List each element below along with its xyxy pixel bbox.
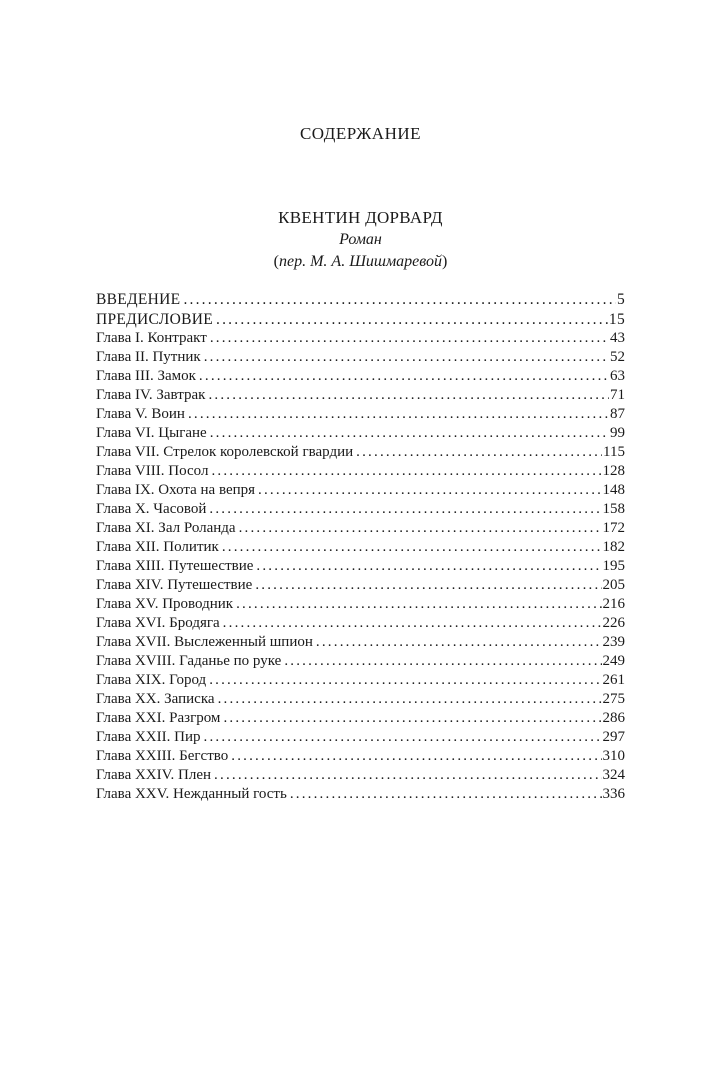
translator-close-paren: ) [442, 253, 448, 270]
toc-entry-title: Глава XXI. Разгром [96, 710, 221, 726]
toc-entry-page-number: 239 [602, 634, 625, 650]
toc-dot-leader [236, 595, 601, 614]
toc-entry[interactable] [96, 595, 625, 614]
toc-entry-page-number: 5 [616, 291, 625, 308]
toc-entry-title: Глава I. Контракт [96, 330, 207, 346]
toc-entry[interactable] [96, 329, 625, 348]
toc-entry-title: Глава XXV. Нежданный гость [96, 786, 287, 802]
toc-entry-page-number: 172 [602, 520, 625, 536]
contents-heading: СОДЕРЖАНИЕ [299, 124, 422, 143]
toc-entry-title: Глава XIII. Путешествие [96, 558, 254, 574]
toc-dot-leader [223, 614, 602, 633]
toc-entry-page-number: 158 [602, 501, 625, 517]
toc-dot-leader [356, 443, 602, 462]
toc-entry[interactable] [96, 652, 625, 671]
toc-entry-title: Глава XII. Политик [96, 539, 219, 555]
toc-entry-title: Глава XXII. Пир [96, 729, 201, 745]
toc-entry-page-number: 310 [602, 748, 625, 764]
toc-entry-title: Глава XIX. Город [96, 672, 207, 688]
toc-entry-page-number: 71 [610, 387, 625, 403]
toc-dot-leader [223, 709, 601, 728]
toc-entry[interactable] [96, 747, 625, 766]
toc-dot-leader [211, 462, 601, 481]
toc-entry-page-number: 249 [602, 653, 625, 669]
toc-entry[interactable] [96, 310, 625, 330]
toc-dot-leader [316, 633, 602, 652]
toc-dot-leader [204, 728, 602, 747]
toc-entry[interactable] [96, 290, 625, 310]
toc-dot-leader [284, 652, 601, 671]
toc-dot-leader [188, 405, 609, 424]
toc-entry-page-number: 297 [602, 729, 625, 745]
translator-name: пер. М. А. Шишмаревой [278, 253, 442, 270]
toc-dot-leader [209, 500, 601, 519]
toc-entry-page-number: 15 [608, 310, 625, 328]
toc-dot-leader [256, 557, 601, 576]
toc-entry[interactable] [96, 785, 625, 804]
work-genre: Роман [339, 231, 382, 248]
toc-entry-title: Глава XV. Проводник [96, 596, 234, 612]
toc-entry-title: Глава II. Путник [96, 349, 201, 365]
toc-entry-page-number: 205 [602, 577, 625, 593]
toc-entry-title: Глава X. Часовой [96, 501, 207, 517]
toc-entry-page-number: 182 [602, 539, 625, 555]
toc-entry-page-number: 63 [610, 368, 625, 384]
toc-entry[interactable] [96, 538, 625, 557]
toc-entry-title: Глава IX. Охота на вепря [96, 482, 256, 498]
toc-dot-leader [231, 747, 601, 766]
work-header [0, 207, 721, 273]
toc-entry[interactable] [96, 348, 625, 367]
toc-entry[interactable] [96, 519, 625, 538]
toc-entry[interactable] [96, 386, 625, 405]
toc-entry-title: Глава III. Замок [96, 368, 196, 384]
toc-entry-title: Глава XVIII. Гаданье по руке [96, 653, 282, 669]
toc-entry[interactable] [96, 481, 625, 500]
table-of-contents [96, 290, 625, 804]
toc-entry-title: Глава V. Воин [96, 406, 185, 422]
toc-dot-leader [199, 367, 609, 386]
toc-entry-page-number: 43 [610, 330, 625, 346]
toc-entry[interactable] [96, 671, 625, 690]
toc-dot-leader [255, 576, 601, 595]
toc-entry[interactable] [96, 633, 625, 652]
toc-entry[interactable] [96, 766, 625, 785]
toc-entry[interactable] [96, 557, 625, 576]
toc-entry-title: Глава XXIV. Плен [96, 767, 212, 783]
toc-entry-page-number: 115 [603, 444, 625, 460]
toc-entry[interactable] [96, 709, 625, 728]
toc-entry-title: Глава VI. Цыгане [96, 425, 207, 441]
toc-dot-leader [209, 671, 601, 690]
toc-entry-title: Глава XI. Зал Роланда [96, 520, 236, 536]
toc-entry-page-number: 99 [610, 425, 625, 441]
toc-entry-title: Глава VII. Стрелок королевской гвардии [96, 444, 354, 460]
work-translator [0, 251, 721, 273]
work-title: КВЕНТИН ДОРВАРД [278, 208, 443, 227]
toc-entry-title: Глава XVII. Выслеженный шпион [96, 634, 313, 650]
toc-entry[interactable] [96, 462, 625, 481]
toc-dot-leader [290, 785, 602, 804]
toc-entry[interactable] [96, 576, 625, 595]
toc-entry-page-number: 52 [610, 349, 625, 365]
toc-entry-page-number: 275 [602, 691, 625, 707]
translator-open-paren: ( [273, 253, 279, 270]
toc-entry-title: ПРЕДИСЛОВИЕ [96, 310, 214, 328]
toc-entry-page-number: 87 [610, 406, 625, 422]
toc-entry-page-number: 286 [602, 710, 625, 726]
toc-entry-page-number: 261 [602, 672, 625, 688]
toc-entry-title: Глава XXIII. Бегство [96, 748, 229, 764]
toc-entry-page-number: 128 [602, 463, 625, 479]
toc-dot-leader [258, 481, 601, 500]
toc-dot-leader [222, 538, 602, 557]
toc-entry-title: ВВЕДЕНИЕ [96, 291, 181, 308]
toc-entry[interactable] [96, 690, 625, 709]
toc-entry-page-number: 336 [602, 786, 625, 802]
toc-dot-leader [216, 310, 608, 329]
toc-entry-title: Глава XX. Записка [96, 691, 215, 707]
toc-entry[interactable] [96, 443, 625, 462]
toc-entry-page-number: 226 [602, 615, 625, 631]
toc-dot-leader [239, 519, 602, 538]
toc-dot-leader [208, 386, 609, 405]
toc-entry[interactable] [96, 614, 625, 633]
toc-entry-page-number: 324 [602, 767, 625, 783]
toc-entry[interactable] [96, 424, 625, 443]
toc-entry[interactable] [96, 367, 625, 386]
toc-dot-leader [218, 690, 602, 709]
toc-entry-title: Глава XIV. Путешествие [96, 577, 253, 593]
toc-dot-leader [183, 290, 615, 309]
toc-entry[interactable] [96, 405, 625, 424]
toc-dot-leader [210, 424, 609, 443]
toc-dot-leader [214, 766, 601, 785]
toc-dot-leader [210, 329, 609, 348]
toc-entry-title: Глава VIII. Посол [96, 463, 209, 479]
toc-entry-title: Глава XVI. Бродяга [96, 615, 220, 631]
toc-entry-page-number: 148 [602, 482, 625, 498]
toc-entry-page-number: 195 [602, 558, 625, 574]
toc-entry[interactable] [96, 728, 625, 747]
toc-entry-title: Глава IV. Завтрак [96, 387, 206, 403]
toc-dot-leader [204, 348, 609, 367]
toc-entry[interactable] [96, 500, 625, 519]
toc-entry-page-number: 216 [602, 596, 625, 612]
